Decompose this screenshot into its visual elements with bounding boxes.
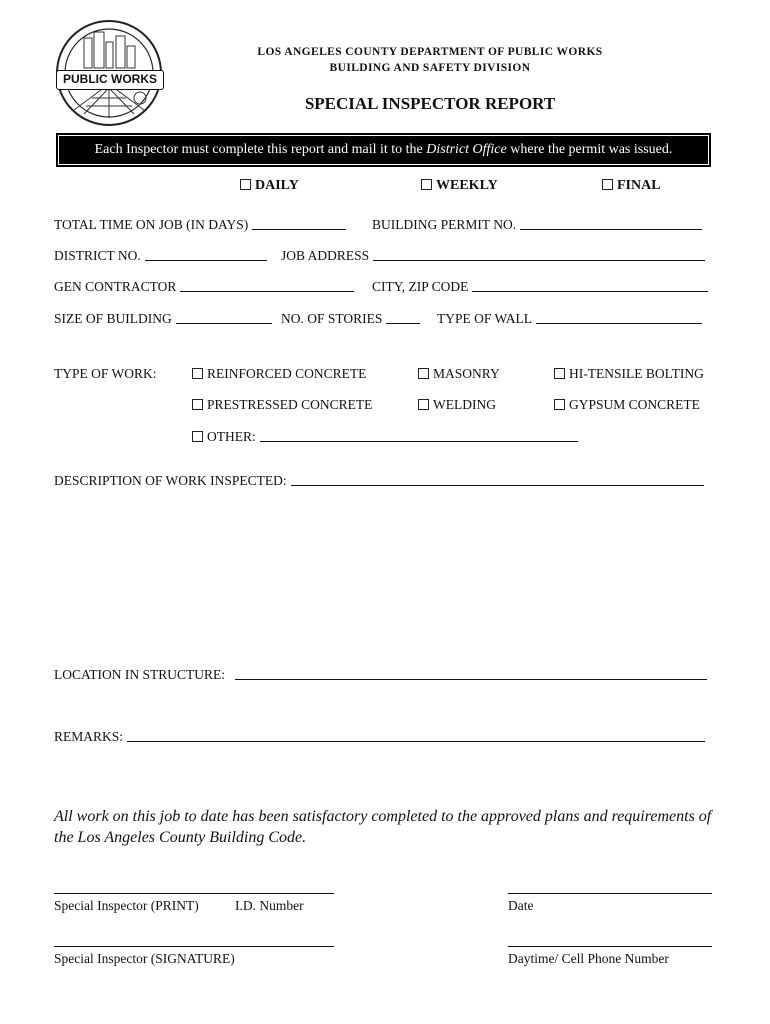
prestressed-concrete-option[interactable] — [192, 397, 372, 413]
masonry-option[interactable] — [418, 366, 500, 382]
other-option[interactable] — [192, 429, 578, 445]
type-wall-field — [437, 311, 702, 327]
daily-checkbox[interactable] — [240, 179, 251, 190]
remarks-field — [54, 729, 705, 745]
welding-checkbox[interactable] — [418, 399, 429, 410]
weekly-option[interactable] — [421, 178, 498, 194]
gen-contractor-field — [54, 279, 354, 295]
gypsum-concrete-label: GYPSUM CONCRETE — [569, 397, 700, 412]
daily-option[interactable] — [240, 178, 299, 194]
other-input[interactable] — [260, 429, 578, 442]
seal-text: PUBLIC WORKS — [63, 72, 157, 86]
masonry-label: MASONRY — [433, 366, 500, 381]
other-checkbox[interactable] — [192, 431, 203, 442]
district-no-field — [54, 248, 267, 264]
division-name: BUILDING AND SAFETY DIVISION — [329, 62, 531, 74]
prestressed-concrete-checkbox[interactable] — [192, 399, 203, 410]
total-time-field — [54, 217, 346, 233]
banner-suffix: where the permit was issued. — [506, 142, 673, 157]
permit-no-field — [372, 217, 702, 233]
daily-label: DAILY — [255, 178, 299, 193]
weekly-label: WEEKLY — [436, 178, 498, 193]
size-building-field — [54, 311, 272, 327]
permit-no-input[interactable] — [520, 217, 702, 230]
final-label: FINAL — [617, 178, 661, 193]
gen-contractor-label: GEN CONTRACTOR — [54, 279, 177, 294]
hi-tensile-label: HI-TENSILE BOLTING — [569, 366, 704, 381]
print-signature-line[interactable] — [54, 893, 334, 894]
city-zip-label: CITY, ZIP CODE — [372, 279, 469, 294]
reinforced-concrete-checkbox[interactable] — [192, 368, 203, 379]
location-label: LOCATION IN STRUCTURE: — [54, 667, 225, 682]
signature-label: Special Inspector (SIGNATURE) — [54, 951, 235, 966]
welding-label: WELDING — [433, 397, 496, 412]
phone-label: Daytime/ Cell Phone Number — [508, 951, 669, 966]
instruction-banner — [56, 133, 711, 167]
gen-contractor-input[interactable] — [180, 279, 354, 292]
description-label: DESCRIPTION OF WORK INSPECTED: — [54, 473, 287, 488]
permit-no-label: BUILDING PERMIT NO. — [372, 217, 517, 232]
gypsum-concrete-checkbox[interactable] — [554, 399, 565, 410]
banner-prefix: Each Inspector must complete this report and mail it to the — [94, 142, 427, 157]
final-checkbox[interactable] — [602, 179, 613, 190]
location-input[interactable] — [235, 667, 707, 680]
type-wall-input[interactable] — [536, 311, 702, 324]
description-field — [54, 473, 704, 489]
weekly-checkbox[interactable] — [421, 179, 432, 190]
date-line[interactable] — [508, 893, 712, 894]
signature-line[interactable] — [54, 946, 334, 947]
job-address-input[interactable] — [373, 248, 705, 261]
size-building-label: SIZE OF BUILDING — [54, 311, 172, 326]
final-option[interactable] — [602, 178, 661, 194]
banner-emphasis: District Office — [426, 142, 507, 157]
remarks-input[interactable] — [127, 729, 705, 742]
job-address-label: JOB ADDRESS — [281, 248, 370, 263]
masonry-checkbox[interactable] — [418, 368, 429, 379]
district-no-input[interactable] — [145, 248, 267, 261]
job-address-field — [281, 248, 705, 264]
size-building-input[interactable] — [176, 311, 272, 324]
gypsum-concrete-option[interactable] — [554, 397, 700, 413]
prestressed-concrete-label: PRESTRESSED CONCRETE — [207, 397, 373, 412]
type-wall-label: TYPE OF WALL — [437, 311, 533, 326]
location-field — [54, 667, 707, 683]
department-name: LOS ANGELES COUNTY DEPARTMENT OF PUBLIC WORKS — [257, 46, 603, 58]
reinforced-concrete-label: REINFORCED CONCRETE — [207, 366, 367, 381]
phone-line[interactable] — [508, 946, 712, 947]
hi-tensile-checkbox[interactable] — [554, 368, 565, 379]
page-title: SPECIAL INSPECTOR REPORT — [304, 94, 556, 113]
total-time-label: TOTAL TIME ON JOB (IN DAYS) — [54, 217, 249, 232]
city-zip-field — [372, 279, 708, 295]
total-time-input[interactable] — [252, 217, 346, 230]
type-of-work-label: TYPE OF WORK: — [54, 366, 157, 381]
public-works-seal — [54, 18, 164, 128]
print-label: Special Inspector (PRINT) — [54, 898, 199, 913]
hi-tensile-option[interactable] — [554, 366, 704, 382]
id-number-label: I.D. Number — [235, 898, 304, 913]
remarks-label: REMARKS: — [54, 729, 124, 744]
city-zip-input[interactable] — [472, 279, 708, 292]
seal-banner — [56, 70, 164, 90]
certification-statement: All work on this job to date has been satisfactory completed to the approved plans and requirements of the Los Angeles County Building Code. — [54, 808, 712, 846]
welding-option[interactable] — [418, 397, 496, 413]
stories-field — [281, 311, 420, 327]
date-label: Date — [508, 898, 534, 913]
stories-input[interactable] — [386, 311, 420, 324]
other-label: OTHER: — [207, 429, 256, 444]
district-no-label: DISTRICT NO. — [54, 248, 141, 263]
description-input[interactable] — [291, 473, 704, 486]
stories-label: NO. OF STORIES — [281, 311, 383, 326]
reinforced-concrete-option[interactable] — [192, 366, 366, 382]
